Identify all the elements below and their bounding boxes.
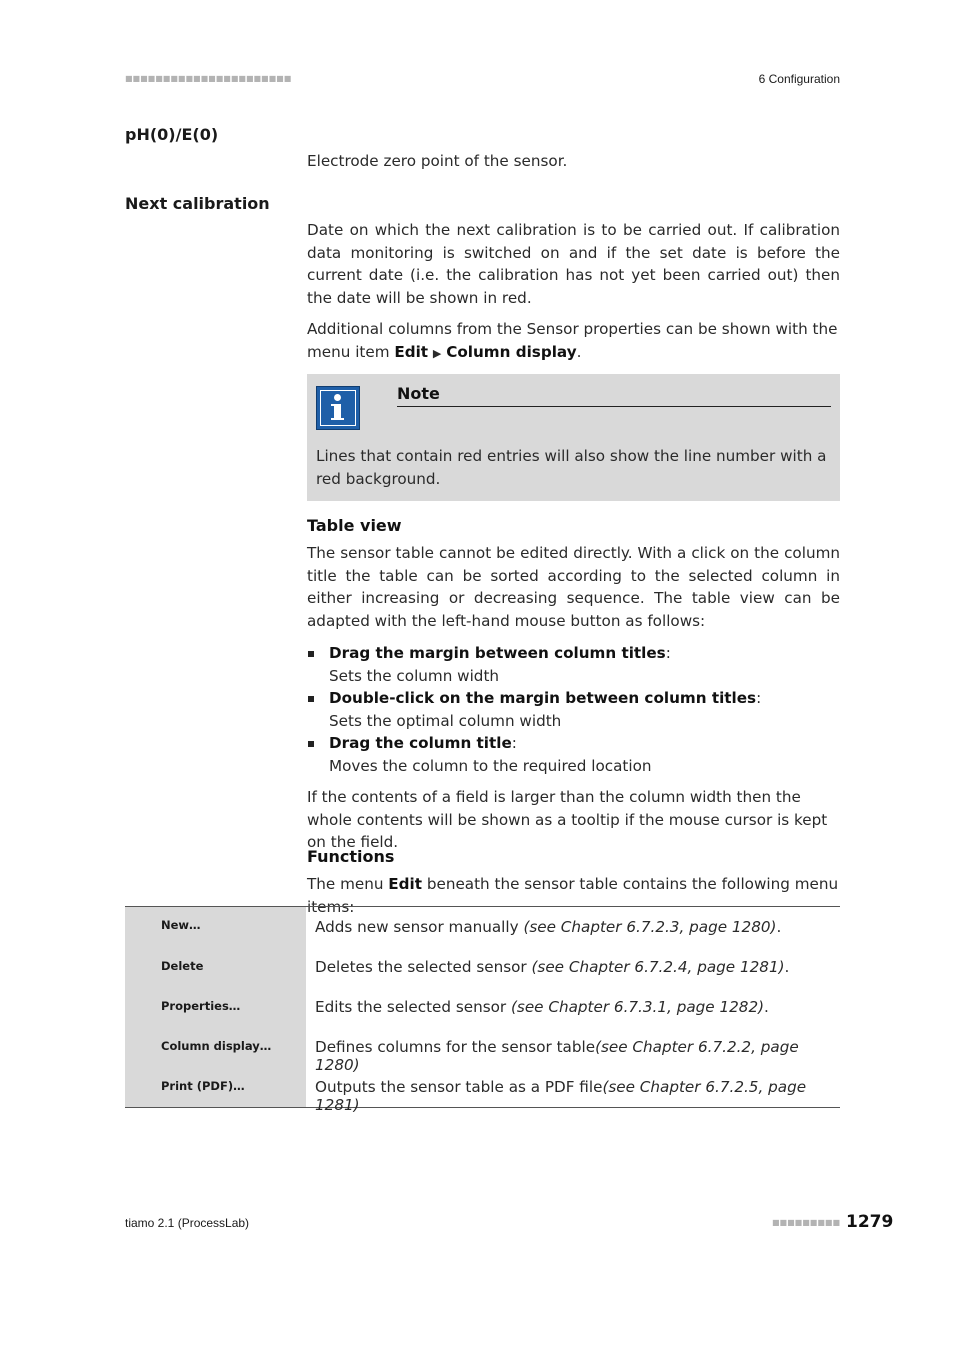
table-row [125, 947, 840, 987]
list-item: Double-click on the margin between column titles: Sets the optimal column width [307, 687, 840, 732]
additional-columns-paragraph [307, 318, 840, 365]
menu-edit-ref: Edit [394, 342, 429, 361]
bullet-icon [308, 651, 314, 657]
table-view-bullets [307, 642, 840, 777]
menu-item-name: Delete [125, 947, 306, 987]
footer-product: tiamo 2.1 (ProcessLab) [125, 1216, 250, 1230]
chapter-reference: (see Chapter 6.7.2.2, page 1280) [315, 1038, 799, 1074]
footer-decoration: ■■■■■■■■■ [772, 1218, 841, 1227]
term-ph0: pH(0)/E(0) [125, 125, 219, 144]
chapter-reference: (see Chapter 6.7.2.5, page 1281) [315, 1078, 807, 1114]
menu-items-table [125, 906, 840, 1114]
bullet-action: Drag the margin between column titles [329, 644, 666, 662]
note-title: Note [397, 384, 440, 403]
term-ph0-description: Electrode zero point of the sensor. [307, 152, 568, 170]
chapter-reference: (see Chapter 6.7.3.1, page 1282) [511, 998, 765, 1016]
info-icon [316, 386, 360, 430]
note-divider [397, 406, 831, 407]
tooltip-paragraph: If the contents of a field is larger than the column width then the whole contents will be shown as a tooltip if the mouse cursor is kept on the field. [307, 788, 828, 851]
additional-text-after: . [576, 342, 582, 361]
bullet-icon [308, 741, 314, 747]
menu-item-description: Adds new sensor manually (see Chapter 6.7.2.3, page 1280). [315, 918, 782, 936]
note-box [307, 374, 840, 501]
chapter-reference: (see Chapter 6.7.2.4, page 1281) [531, 958, 785, 976]
bullet-result: Sets the column width [329, 666, 500, 685]
menu-item-name: Properties… [125, 987, 306, 1027]
functions-heading: Functions [307, 847, 395, 866]
menu-item-description: Deletes the selected sensor (see Chapter 6.7.2.4, page 1281). [315, 958, 790, 976]
bullet-result: Sets the optimal column width [329, 711, 562, 730]
table-row [125, 1027, 840, 1074]
menu-arrow-icon: ▶ [432, 346, 442, 360]
menu-item-description: Edits the selected sensor (see Chapter 6.7.3.1, page 1282). [315, 998, 769, 1016]
term-next-calibration-description: Date on which the next calibration is to be carried out. If calibration data monitoring is switched on and if the set date is before the current date (i.e. the calibration has not yet been carried out) then the date will be shown in red. [307, 221, 840, 307]
functions-intro-after: beneath the sensor table contains the following menu items: [307, 875, 839, 916]
list-item: Drag the margin between column titles: Sets the column width [307, 642, 840, 687]
table-row [125, 907, 840, 947]
functions-intro-menu: Edit [388, 875, 423, 893]
chapter-reference: (see Chapter 6.7.2.3, page 1280) [523, 918, 777, 936]
table-row [125, 987, 840, 1027]
table-view-heading: Table view [307, 516, 402, 535]
list-item: Drag the column title: Moves the column to the required location [307, 732, 840, 777]
page-number: 1279 [846, 1212, 894, 1232]
bullet-icon [308, 696, 314, 702]
table-row [125, 1067, 840, 1114]
header-decoration: ■■■■■■■■■■■■■■■■■■■■■■ [125, 74, 292, 83]
menu-item-name: Print (PDF)… [125, 1067, 306, 1107]
bullet-action: Drag the column title [329, 734, 512, 752]
menu-item-name: New… [125, 907, 306, 947]
additional-text-before: Additional columns from the Sensor properties can be shown with the menu item [307, 320, 838, 361]
menu-item-name: Column display… [125, 1027, 306, 1067]
bullet-action: Double-click on the margin between column titles [329, 689, 757, 707]
bullet-result: Moves the column to the required location [329, 756, 652, 775]
menu-item-description: Defines columns for the sensor table(see Chapter 6.7.2.2, page 1280) [315, 1038, 799, 1074]
term-next-calibration: Next calibration [125, 194, 270, 213]
note-text: Lines that contain red entries will also show the line number with a red background. [316, 447, 827, 488]
menu-column-display-ref: Column display [446, 342, 577, 361]
functions-intro-before: The menu [307, 875, 389, 893]
table-view-intro: The sensor table cannot be edited directly. With a click on the column title the table can be sorted according to the selected column in either increasing or decreasing sequence. The table view can be adapted with the left-hand mouse button as follows: [307, 544, 840, 630]
menu-item-description: Outputs the sensor table as a PDF file(see Chapter 6.7.2.5, page 1281) [315, 1078, 807, 1114]
chapter-title: 6 Configuration [758, 72, 840, 86]
